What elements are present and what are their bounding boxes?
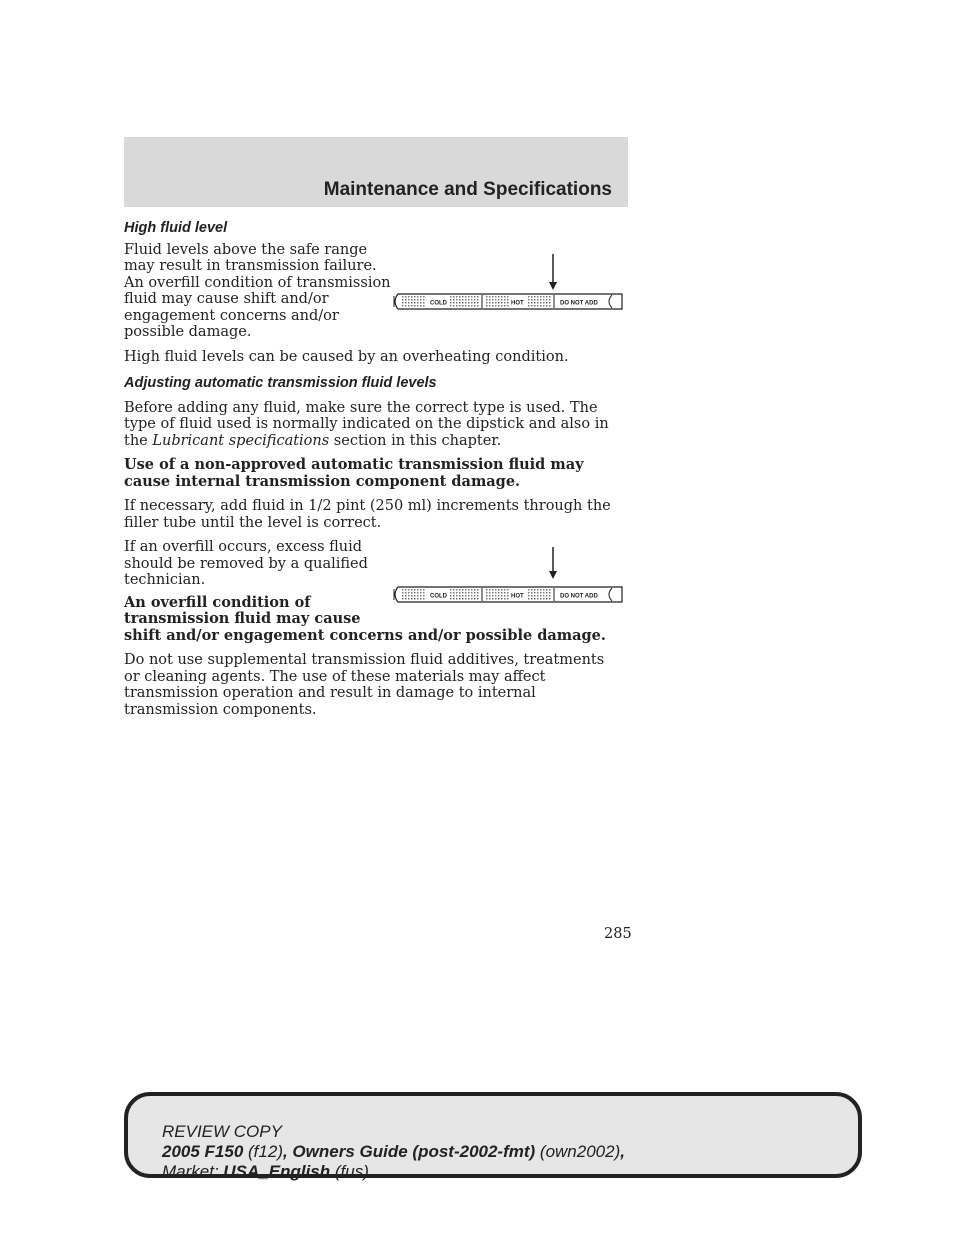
warning-overfill: An overfill condition of transmission fluid may cause shift and/or engagement concerns and/or possible damage. xyxy=(124,593,606,644)
fluid-type-paragraph: Before adding any fluid, make sure the correct type is used. The type of fluid used is normally indicated on the dipstick and also in the Lubricant specifications section in this chapter. xyxy=(124,399,609,449)
overheating-paragraph: High fluid levels can be caused by an overheating condition. xyxy=(124,348,569,365)
warning-non-approved-fluid: Use of a non-approved automatic transmission fluid may cause internal transmission component damage. xyxy=(124,456,584,490)
section-heading-adjusting: Adjusting automatic transmission fluid levels xyxy=(124,375,437,391)
review-copy-footer xyxy=(124,1092,862,1181)
add-fluid-paragraph: If necessary, add fluid in 1/2 pint (250 ml) increments through the filler tube until the level is correct. xyxy=(124,498,611,531)
overfill-paragraph: If an overfill occurs, excess fluid should be removed by a qualified technician. xyxy=(124,539,368,588)
additives-paragraph: Do not use supplemental transmission fluid additives, treatments or cleaning agents. The use of these materials may affect transmission operation and result in damage to internal transmission components. xyxy=(124,652,605,718)
footer-model-line: 2005 F150 (f12), Owners Guide (post-2002-fmt) (own2002), xyxy=(162,1142,625,1161)
footer-review-copy: REVIEW COPY xyxy=(162,1122,282,1141)
dipstick-label-cold: COLD xyxy=(430,593,447,600)
dipstick-label-do-not-add: DO NOT ADD xyxy=(560,300,598,307)
footer-market-line: Market: USA_English (fus) xyxy=(162,1162,369,1181)
section-heading-high-fluid-level: High fluid level xyxy=(124,220,228,236)
main-content xyxy=(124,220,624,726)
dipstick-label-do-not-add: DO NOT ADD xyxy=(560,593,598,600)
dipstick-label-hot: HOT xyxy=(511,593,524,600)
header-band xyxy=(124,137,628,207)
lubricant-specifications-ref: Lubricant specifications xyxy=(152,432,330,449)
dipstick-label-cold: COLD xyxy=(430,300,447,307)
dipstick-label-hot: HOT xyxy=(511,300,524,307)
page-title: Maintenance and Specifications xyxy=(323,179,612,200)
page-number: 285 xyxy=(604,926,632,942)
high-fluid-paragraph: Fluid levels above the safe range may result in transmission failure. An overfill condition of transmission fluid may cause shift and/or engagement concerns and/or possible damage. xyxy=(124,241,391,340)
